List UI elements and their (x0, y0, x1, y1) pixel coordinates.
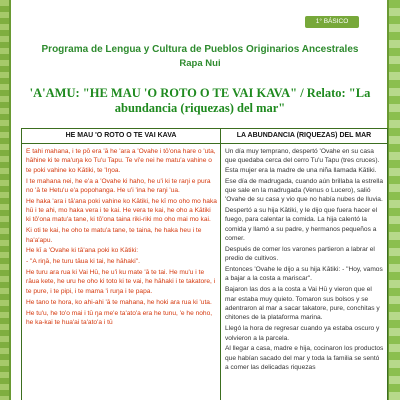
rapa-nui-paragraph: - "A riŋā, he turu tāua ki tai, he hāhaki". (26, 258, 140, 266)
story-title-line-1: 'A'AMU: "HE MAU 'O ROTO O TE VAI KAVA" / Relato: "La (29, 86, 371, 100)
rapa-nui-paragraph: He tu'u, he to'o mai i tū ŋa me'e ta'ato'a era he tunu, 'e he noho, he ka-kai te hua'ai ta'ato'a i tū (26, 309, 213, 326)
spanish-text (221, 144, 387, 372)
spanish-paragraph: Entonces 'Ovahe le dijo a su hija Kātiki: - "Hoy, vamos a bajar a la costa a mariscar". (225, 266, 383, 283)
rapa-nui-column-header: HE MAU 'O ROTO O TE VAI KAVA (22, 129, 220, 144)
story-title-line-2: abundancia (riquezas) del mar" (114, 101, 286, 115)
rapa-nui-paragraph: He turu ara rua ki Vai Hū, he u'i ku mate 'ā te tai. He mu'u i te rāua kete, he uru he oho ki toto ki te vai, he hāhaki i te takatore, i te pure, i te pipi, i te mama 'i ruŋa i te papa. (26, 269, 216, 295)
program-title: Programa de Lengua y Cultura de Pueblos Originarios Ancestrales (41, 44, 359, 55)
spanish-paragraph: Bajaron las dos a la costa a Vai Hū y vieron que el mar estaba muy quieto. Tomaron sus bolsos y se adentraron al mar a sacar takatore, pure, conchitas y chitones de la plataforma marina. (225, 286, 380, 322)
program-subtitle: Rapa Nui (179, 58, 221, 69)
rapa-nui-paragraph: He kī a 'Ovahe ki tā'ana poki ko Kātiki: (26, 247, 139, 255)
spanish-column (221, 129, 387, 400)
decorative-border-right (389, 0, 400, 400)
rapa-nui-paragraph: He tano te hora, ko ahi-ahi 'ā te mahana, he hoki ara rua ki 'uta. (26, 298, 212, 306)
spanish-paragraph: Después de comer los varones partieron a labrar el predio de cultivos. (225, 245, 375, 263)
rapa-nui-paragraph: He haka 'ara i tā'ana poki vahine ko Kātiki, he kī mo oho mo haka hū i te ahi, mo haka vera i te kai. He vera te kai, he oho a Kātiki ki tō'ona matu'a tane, ki tō'ona taina riki-riki mo oho mai mo kai. (26, 197, 217, 224)
rapa-nui-column (22, 129, 221, 400)
bilingual-story-table (21, 128, 388, 400)
spanish-paragraph: Un día muy temprano, despertó 'Ovahe en su casa que quedaba cerca del cerro Tu'u Tapu (tres cruces). Esta mujer era la madre de una niña llamada Kātiki. (225, 148, 380, 174)
spanish-column-header: LA ABUNDANCIA (RIQUEZAS) DEL MAR (221, 129, 387, 144)
spanish-paragraph: Al llegar a casa, madre e hija, cocinaron los productos que habían sacado del mar y toda la familia se sentó a comer las delicadas riquezas (225, 345, 384, 372)
rapa-nui-paragraph: I te mahana nei, he e'a a 'Ovahe ki haho, he u'i ki te raŋi e pura no 'ā te Hetu'u e'a popohanga. He u'i 'ina he raŋi 'ua. (26, 177, 211, 194)
rapa-nui-text (22, 144, 220, 327)
spanish-paragraph: Llegó la hora de regresar cuando ya estaba oscuro y volvieron a la parcela. (225, 325, 380, 342)
story-title (20, 86, 380, 116)
rapa-nui-paragraph: E tahi mahana, i te pō era 'ā he 'ara a 'Ovahe i tō'ona hare o 'uta, hāhine ki te ma'uŋa ko Tu'u Tapu. Te vi'e nei he matu'a vahine o te poki vahine ko Kātiki, te 'Iŋoa. (26, 148, 216, 174)
rapa-nui-paragraph: Ki oti te kai, he oho te matu'a tane, te taina, he haka heu i te ha'a'apu. (26, 227, 202, 244)
grade-badge: 1° BÁSICO Unidad 3 (305, 16, 359, 28)
spanish-paragraph: Ese día de madrugada, cuando aún brillaba la estrella que sale en la madrugada (Venus o Lucero), salió 'Ovahe de su casa y vio que no había nubes de lluvia. (225, 177, 383, 204)
spanish-paragraph: Despertó a su hija Kātiki, y le dijo que fuera hacer el fuego, para calentar la comida. La hija calentó la comida y llamó a su padre, y hermanos pequeños a comer. (225, 207, 378, 243)
decorative-border-left (0, 0, 9, 400)
